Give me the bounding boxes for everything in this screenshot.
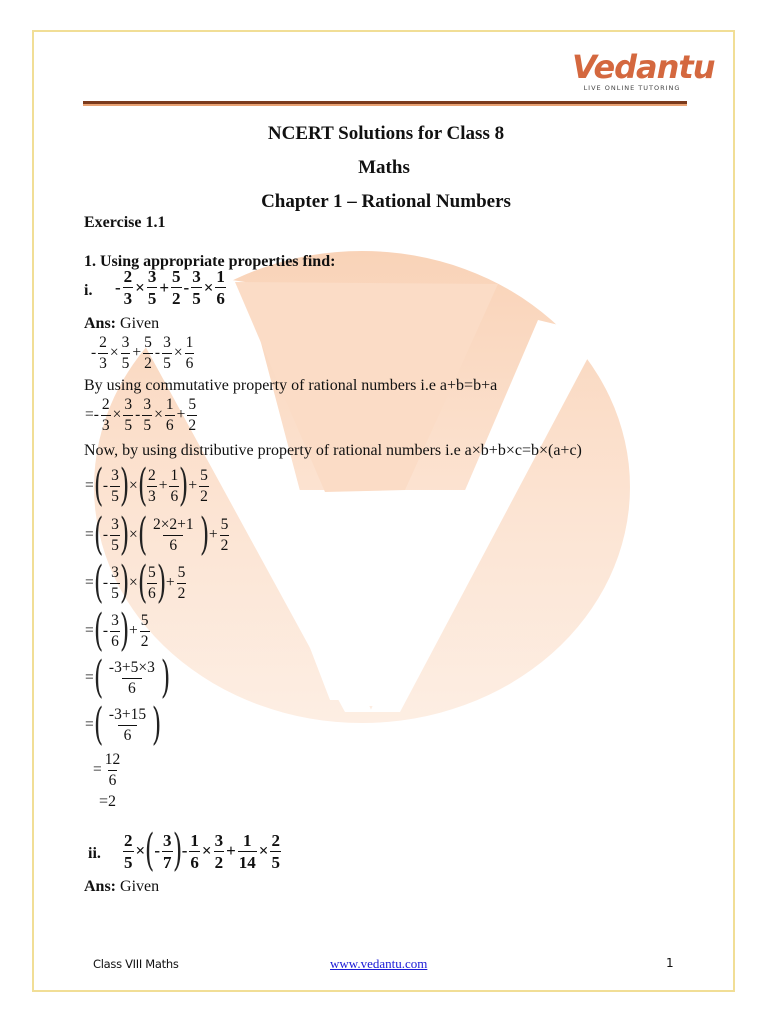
answer-2-given: Given [116,878,160,895]
operator: × [129,574,138,591]
fraction: $\frac{3}{2}$ [214,830,224,872]
fraction: $\frac{5}{2}$ [200,467,208,505]
fraction: $\frac{2}{3}$ [99,334,107,372]
operator: × [135,841,146,860]
operator: × [135,277,145,297]
right-paren: ) [119,605,130,656]
right-paren: ) [119,557,130,608]
right-paren: ) [151,699,162,750]
operator: - [102,622,109,639]
footer-website-link[interactable]: www.vedantu.com [330,956,428,971]
chapter-title: Chapter 1 – Rational Numbers [261,191,511,212]
operator: - [181,841,188,860]
fraction: $\frac{3}{5}$ [121,334,130,372]
answer-line [84,315,159,333]
fraction: $\frac{1}{6}$ [185,334,194,372]
answer-2-label: Ans: [84,878,117,895]
fraction: $\frac{1}{6}$ [216,267,225,308]
operator: × [173,344,183,361]
left-paren: ( [93,699,104,750]
operator: - [115,277,121,297]
operator: = [85,669,94,686]
header-divider-accent [83,104,687,106]
fraction: $\frac{5}{2}$ [188,396,197,434]
left-paren: ( [93,509,104,560]
fraction: $\frac{3}{5}$ [111,516,119,554]
operator: × [129,526,138,543]
answer-2-line [84,878,159,896]
fraction: $\frac{1}{14}$ [238,830,256,872]
fraction: $\frac{2}{3}$ [123,267,133,308]
operator: =- [85,406,99,423]
operator: × [112,406,122,423]
fraction: $\frac{3}{5}$ [147,267,157,308]
fraction: $\frac{5}{2}$ [172,267,181,308]
operator: × [129,477,138,494]
document-title: NCERT Solutions for Class 8 [267,123,505,144]
question-heading: 1. Using appropriate properties find: [84,253,336,270]
fraction: $\frac{2}{3}$ [101,396,110,434]
vedantu-logo[interactable] [572,48,715,92]
operator: = [85,622,94,639]
fraction: $\frac{3}{5}$ [192,267,201,308]
operator: + [165,574,175,591]
operator: + [129,622,138,639]
fraction: $\frac{5}{2}$ [140,612,149,650]
fraction: $\frac{5}{2}$ [220,516,229,554]
operator: + [226,841,236,860]
operator: × [109,344,119,361]
operator: = [85,574,94,591]
operator: - [102,526,109,543]
fraction: $\frac{-3+5\times 3}{6}$ [108,659,155,697]
left-paren: ( [93,652,104,703]
operator: = [93,761,102,778]
left-paren: ( [93,605,104,656]
fraction: $\frac{3}{7}$ [163,830,172,872]
document-subject: Maths [358,157,410,178]
step-3-expression [84,509,230,560]
fraction: $\frac{3}{5}$ [111,467,119,505]
right-paren: ) [160,652,171,703]
operator: - [102,574,109,591]
right-paren: ) [179,460,189,511]
answer-label: Ans: [84,315,117,332]
given-expression [90,335,195,371]
operator: = [85,716,94,733]
footer-page-number: 1 [666,956,674,970]
operator: × [258,841,269,860]
fraction: $\frac{5}{6}$ [147,564,156,602]
operator: - [135,406,141,423]
exercise-heading: Exercise 1.1 [84,214,166,231]
fraction: $\frac{5}{2}$ [177,564,186,602]
left-paren: ( [93,557,104,608]
left-paren: ( [93,460,104,511]
left-paren: ( [137,509,148,560]
fraction: $\frac{5}{2}$ [144,334,152,372]
footer-class-label: Class VIII Maths [93,957,179,971]
right-paren: ) [119,460,130,511]
left-paren: ( [137,460,148,511]
operator: - [183,277,190,297]
step-8-expression [92,752,122,788]
fraction: $\frac{1}{6}$ [165,396,174,434]
operator: + [208,526,218,543]
step-9-result: =2 [99,793,117,810]
right-paren: ) [156,557,166,608]
fraction: $\frac{-3+15}{6}$ [108,706,147,744]
operator: - [154,841,161,860]
part-ii-expression [122,825,282,876]
part-ii-label: ii. [88,845,101,862]
operator: × [154,406,163,423]
part-i-label: i. [84,282,93,299]
fraction: $\frac{1}{6}$ [190,830,199,872]
step-7-expression [84,699,162,750]
operator: + [158,477,168,494]
operator: + [176,406,186,423]
fraction: $\frac{2}{5}$ [271,830,280,872]
operator: + [132,344,142,361]
operator: - [102,477,109,494]
operator: + [159,277,170,297]
fraction: $\frac{2}{3}$ [147,467,156,505]
operator: × [201,841,212,860]
step-4-expression [84,557,187,608]
step-1-expression [84,397,198,433]
right-paren: ) [119,509,130,560]
step-5-expression [84,605,151,656]
step-6-expression [84,652,171,703]
fraction: $\frac{3}{5}$ [163,334,171,372]
fraction: $\frac{12}{6}$ [104,751,121,789]
answer-given: Given [116,315,160,332]
distributive-text: Now, by using distributive property of rational numbers i.e a×b+b×c=b×(a+c) [84,442,582,459]
fraction: $\frac{1}{6}$ [170,467,179,505]
left-paren: ( [137,557,148,608]
operator: - [154,344,161,361]
right-paren: ) [172,825,182,876]
operator: - [91,344,97,361]
fraction: $\frac{2}{5}$ [124,830,133,872]
fraction: $\frac{3}{5}$ [143,396,152,434]
step-2-expression [84,460,210,511]
left-paren: ( [145,825,155,876]
part-i-expression [114,268,227,307]
logo-wordmark: Vedantu [572,48,715,86]
commutative-text: By using commutative property of rational numbers i.e a+b=b+a [84,377,498,394]
operator: = [85,477,94,494]
logo-tagline: LIVE ONLINE TUTORING [583,84,681,92]
fraction: $\frac{3}{5}$ [111,564,119,602]
fraction: $\frac{2\times 2+1}{6}$ [152,516,194,554]
operator: = [85,526,94,543]
operator: + [188,477,198,494]
right-paren: ) [199,509,209,560]
fraction: $\frac{3}{6}$ [111,612,119,650]
operator: × [203,277,214,297]
fraction: $\frac{3}{5}$ [124,396,133,434]
